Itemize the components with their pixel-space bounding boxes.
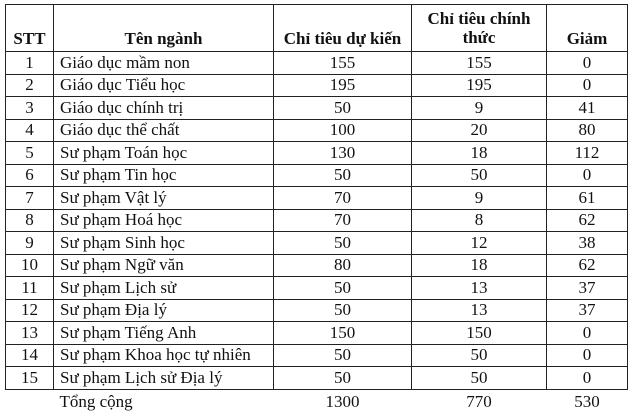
- row-official-quota: 20: [412, 119, 547, 142]
- row-official-quota: 9: [412, 97, 547, 120]
- row-decrease: 37: [547, 299, 628, 322]
- row-major-name: Giáo dục thể chất: [54, 119, 274, 142]
- table-row: [6, 367, 628, 390]
- row-stt: 12: [6, 299, 54, 322]
- row-decrease: 0: [547, 322, 628, 345]
- row-official-quota: 50: [412, 344, 547, 367]
- row-planned-quota: 50: [274, 97, 412, 120]
- row-official-quota: 12: [412, 232, 547, 255]
- row-stt: 11: [6, 277, 54, 300]
- table-row: [6, 277, 628, 300]
- row-planned-quota: 70: [274, 187, 412, 210]
- enrollment-quota-table: [5, 4, 628, 414]
- row-major-name: Sư phạm Toán học: [54, 142, 274, 165]
- row-decrease: 0: [547, 52, 628, 75]
- row-stt: 15: [6, 367, 54, 390]
- row-planned-quota: 70: [274, 209, 412, 232]
- row-stt: 6: [6, 164, 54, 187]
- row-planned-quota: 50: [274, 277, 412, 300]
- total-label: Tổng cộng: [59, 391, 133, 411]
- row-major-name: Sư phạm Khoa học tự nhiên: [54, 344, 274, 367]
- row-major-name: Giáo dục chính trị: [54, 97, 274, 120]
- row-official-quota: 13: [412, 299, 547, 322]
- row-official-quota: 150: [412, 322, 547, 345]
- row-official-quota: 18: [412, 254, 547, 277]
- row-decrease: 38: [547, 232, 628, 255]
- row-official-quota: 8: [412, 209, 547, 232]
- row-planned-quota: 130: [274, 142, 412, 165]
- total-row: [6, 389, 628, 414]
- row-major-name: Sư phạm Ngữ văn: [54, 254, 274, 277]
- row-major-name: Sư phạm Tin học: [54, 164, 274, 187]
- row-stt: 5: [6, 142, 54, 165]
- header-row: [6, 5, 628, 52]
- row-decrease: 0: [547, 344, 628, 367]
- row-planned-quota: 195: [274, 74, 412, 97]
- row-decrease: 0: [547, 367, 628, 390]
- total-official: 770: [466, 391, 492, 411]
- row-planned-quota: 50: [274, 344, 412, 367]
- header-stt: STT: [6, 5, 54, 52]
- row-major-name: Sư phạm Vật lý: [54, 187, 274, 210]
- row-major-name: Sư phạm Địa lý: [54, 299, 274, 322]
- table-body: [6, 52, 628, 390]
- row-decrease: 0: [547, 74, 628, 97]
- row-planned-quota: 100: [274, 119, 412, 142]
- row-stt: 3: [6, 97, 54, 120]
- table-row: [6, 164, 628, 187]
- row-stt: 2: [6, 74, 54, 97]
- row-decrease: 0: [547, 164, 628, 187]
- row-major-name: Sư phạm Lịch sử: [54, 277, 274, 300]
- row-official-quota: 18: [412, 142, 547, 165]
- row-decrease: 41: [547, 97, 628, 120]
- table-row: [6, 187, 628, 210]
- row-planned-quota: 150: [274, 322, 412, 345]
- table-row: [6, 74, 628, 97]
- row-major-name: Sư phạm Sinh học: [54, 232, 274, 255]
- row-decrease: 112: [547, 142, 628, 165]
- row-official-quota: 50: [412, 164, 547, 187]
- table-row: [6, 52, 628, 75]
- row-major-name: Giáo dục mầm non: [54, 52, 274, 75]
- row-official-quota: 195: [412, 74, 547, 97]
- header-decrease: Giảm: [547, 5, 628, 52]
- row-stt: 1: [6, 52, 54, 75]
- table-row: [6, 299, 628, 322]
- row-stt: 9: [6, 232, 54, 255]
- total-planned: 1300: [325, 391, 360, 411]
- table-row: [6, 232, 628, 255]
- row-decrease: 61: [547, 187, 628, 210]
- row-stt: 7: [6, 187, 54, 210]
- row-major-name: Sư phạm Hoá học: [54, 209, 274, 232]
- table-row: [6, 254, 628, 277]
- table-row: [6, 97, 628, 120]
- total-decrease: 530: [574, 391, 600, 411]
- header-planned-quota: Chỉ tiêu dự kiến: [274, 5, 412, 52]
- row-stt: 14: [6, 344, 54, 367]
- header-major-name: Tên ngành: [54, 5, 274, 52]
- row-decrease: 62: [547, 254, 628, 277]
- row-planned-quota: 80: [274, 254, 412, 277]
- row-major-name: Giáo dục Tiểu học: [54, 74, 274, 97]
- row-official-quota: 9: [412, 187, 547, 210]
- table-row: [6, 142, 628, 165]
- row-stt: 8: [6, 209, 54, 232]
- header-official-quota: Chỉ tiêu chính thức: [412, 5, 547, 52]
- row-decrease: 80: [547, 119, 628, 142]
- row-official-quota: 50: [412, 367, 547, 390]
- row-planned-quota: 50: [274, 299, 412, 322]
- row-planned-quota: 50: [274, 164, 412, 187]
- table-row: [6, 209, 628, 232]
- row-planned-quota: 50: [274, 367, 412, 390]
- row-stt: 4: [6, 119, 54, 142]
- row-major-name: Sư phạm Lịch sử Địa lý: [54, 367, 274, 390]
- row-decrease: 62: [547, 209, 628, 232]
- row-stt: 13: [6, 322, 54, 345]
- row-major-name: Sư phạm Tiếng Anh: [54, 322, 274, 345]
- table-row: [6, 119, 628, 142]
- total-spacer: [6, 389, 54, 414]
- table-row: [6, 322, 628, 345]
- row-stt: 10: [6, 254, 54, 277]
- row-planned-quota: 155: [274, 52, 412, 75]
- row-official-quota: 155: [412, 52, 547, 75]
- row-decrease: 37: [547, 277, 628, 300]
- row-planned-quota: 50: [274, 232, 412, 255]
- table-row: [6, 344, 628, 367]
- row-official-quota: 13: [412, 277, 547, 300]
